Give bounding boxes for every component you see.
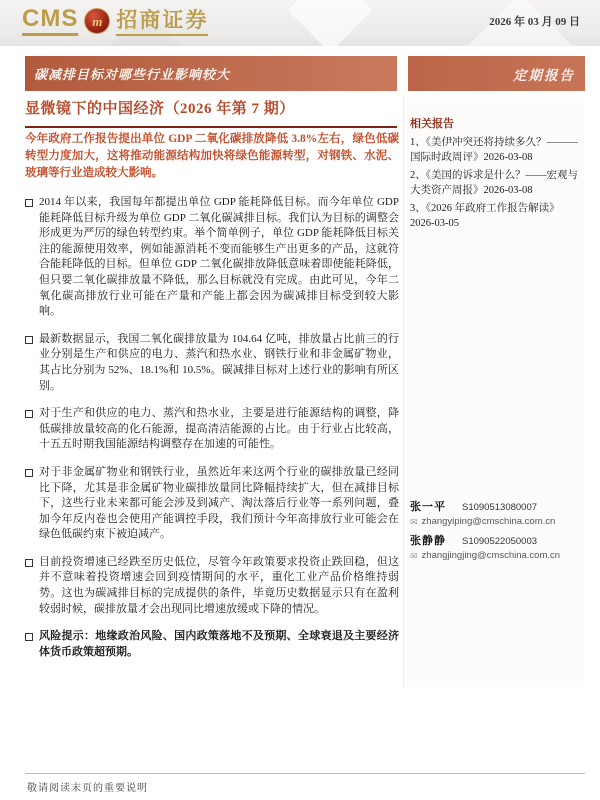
bullet-paragraph: 最新数据显示，我国二氧化碳排放量为 104.64 亿吨，排放量占比前三的行业分别是生产和供应的电力、蒸汽和热水业、钢铁行业和非金属矿物业，其占比分别为 52%、18.1%和 10.5%。碳减排目标对上述行业的影响有所区别。: [25, 332, 399, 394]
related-report-link[interactable]: 2、《美国的诉求是什么？——宏观与大类资产周报》2026-03-08: [410, 170, 578, 196]
report-date: 2026 年 03 月 09 日: [489, 16, 580, 28]
report-title: 碳减排目标对哪些行业影响较大: [34, 67, 231, 82]
series-subtitle: 显微镜下的中国经济（2026 年第 7 期）: [25, 97, 397, 128]
square-bullet-icon: [25, 336, 33, 344]
footer-disclaimer: 敬请阅读末页的重要说明: [27, 783, 148, 794]
analyst-email-row: [410, 516, 585, 527]
analyst-license-code: S1090522050003: [462, 536, 538, 547]
report-type-badge: [408, 56, 585, 91]
bullet-paragraph: 对于非金属矿物业和钢铁行业，虽然近年来这两个行业的碳排放量已经同比下降，尤其是非金属矿物业碳排放量同比降幅持续扩大，但在减排目标下，这些行业未来都可能会涉及到减产、淘汰落后行业等一系列问题，叠加今年反内卷也会使用产能调控手段，我们预计今年高排放行业可能会在绿色低碳约束下被迫减产。: [25, 465, 399, 543]
square-bullet-icon: [25, 559, 33, 567]
cms-logo-letters: CMS: [22, 6, 78, 36]
envelope-icon: ✉: [410, 516, 418, 527]
analyst-license-code: S1090513080007: [462, 502, 538, 513]
analyst-info-panel: [410, 498, 585, 566]
envelope-icon: ✉: [410, 550, 418, 561]
analyst-email-row: [410, 550, 585, 561]
square-bullet-icon: [25, 199, 33, 207]
cms-logo: [22, 6, 208, 36]
column-divider: [403, 97, 404, 687]
abstract-paragraph: 今年政府工作报告提出单位 GDP 二氧化碳排放降低 3.8%左右，绿色低碳转型力度加大，这将推动能源结构加快将绿色能源转型，对钢铁、水泥、玻璃等行业造成较大影响。: [25, 133, 399, 179]
analyst-email[interactable]: zhangyiping@cmschina.com.cn: [421, 516, 556, 527]
analyst-row: [410, 498, 585, 514]
analyst-name: 张静静: [410, 535, 446, 547]
report-type-label: 定期报告: [513, 67, 575, 83]
watermark-arrow-icon: [288, 0, 373, 46]
cms-seal-icon: m: [84, 8, 110, 34]
bullet-paragraph: 2014 年以来，我国每年都提出单位 GDP 能耗降低目标。而今年单位 GDP 能耗降低目标升级为单位 GDP 二氧化碳减排目标。我们认为目标的调整会形成更为严厉的绿色转型约束。举个简单例子，单位 GDP 能耗降低目标关注的能源使用效率，例如能源消耗不变而能够生产出更多的产品，这就符合能耗降低的目标。但单位 GDP 二氧化碳排放降低意味着即使能耗降低，但只要二氧化碳排放量不降低，那么目标就没有完成。由此可见，今年二氧化碳高排放行业可能在产量和产能上都会因为碳减排目标受到较大影响。: [25, 195, 399, 320]
related-report-link[interactable]: 1、《美伊冲突还将持续多久？———国际时政周评》2026-03-08: [410, 137, 578, 163]
main-column: [25, 131, 399, 672]
analyst-row: [410, 532, 585, 548]
footer-divider: [25, 773, 585, 774]
square-bullet-icon: [25, 633, 33, 641]
bullet-paragraph: 对于生产和供应的电力、蒸汽和热水业，主要是进行能源结构的调整，降低碳排放量较高的化石能源，提高清洁能源的占比。由于行业占比较高，十五五时期我国能源结构调整存在加速的可能性。: [25, 406, 399, 453]
cms-logo-chinese: 招商证券: [116, 8, 208, 36]
square-bullet-icon: [25, 410, 33, 418]
risk-warning-paragraph: 风险提示：地缘政治风险、国内政策落地不及预期、全球衰退及主要经济体货币政策超预期。: [25, 629, 399, 660]
analyst-name: 张一平: [410, 501, 446, 513]
related-reports-heading: 相关报告: [410, 118, 454, 130]
header-band: [0, 0, 600, 46]
related-report-link[interactable]: 3、《2026 年政府工作报告解读》2026-03-05: [410, 203, 560, 229]
related-reports-panel: [410, 115, 582, 234]
analyst-email[interactable]: zhangjingjing@cmschina.com.cn: [421, 550, 561, 561]
square-bullet-icon: [25, 469, 33, 477]
report-title-bar: [25, 56, 397, 91]
bullet-paragraph: 目前投资增速已经跌至历史低位，尽管今年政策要求投资止跌回稳，但这并不意味着投资增速会回到疫情期间的水平，重化工业产品价格维持弱势。这也为碳减排目标的完成提供的条件，毕竟历史数据显示只有在盈利较弱时候，碳排放量才会出现同比增速放缓或下降的情况。: [25, 555, 399, 617]
